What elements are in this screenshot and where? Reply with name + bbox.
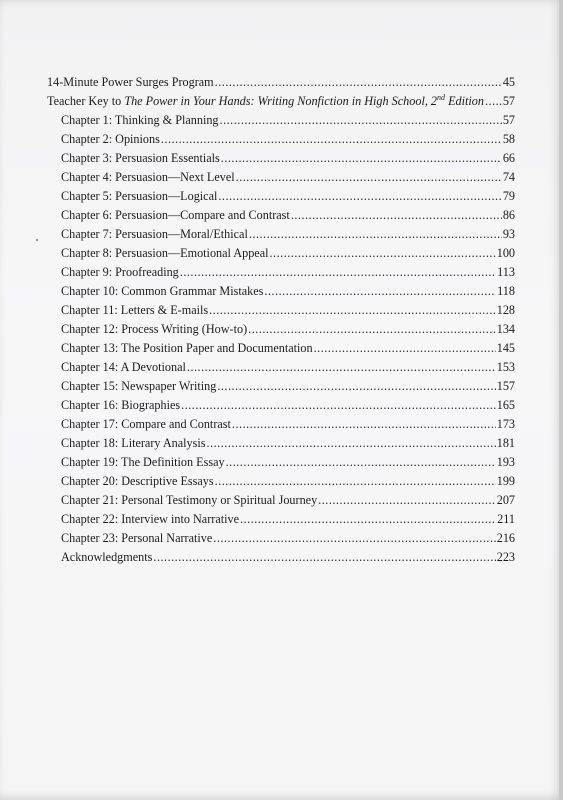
toc-entry-label: Chapter 8: Persuasion—Emotional Appeal bbox=[61, 246, 269, 260]
teacher-key-superscript: nd bbox=[437, 92, 446, 102]
toc-entry-page: 66 bbox=[502, 151, 515, 165]
toc-entry-page: 211 bbox=[497, 512, 515, 526]
toc-entry-chapter bbox=[47, 358, 515, 377]
toc-entry-label: Chapter 14: A Devotional bbox=[61, 360, 186, 374]
dot-leader bbox=[226, 453, 496, 472]
toc-entry-chapter bbox=[47, 339, 515, 358]
toc-entry-page: 157 bbox=[496, 379, 515, 393]
teacher-key-prefix: Teacher Key to bbox=[47, 94, 125, 108]
dot-leader bbox=[485, 92, 502, 111]
toc-entry-label: Chapter 13: The Position Paper and Documentation bbox=[61, 341, 313, 355]
toc-entry-power-surges bbox=[47, 73, 515, 92]
toc-entry-page: 199 bbox=[496, 474, 515, 488]
dot-leader bbox=[270, 244, 496, 263]
dot-leader bbox=[218, 187, 501, 206]
toc-entry-chapter bbox=[47, 415, 515, 434]
toc-entry-chapter bbox=[47, 187, 515, 206]
toc-entry-chapter bbox=[47, 168, 515, 187]
toc-entry-page: 58 bbox=[502, 132, 515, 146]
toc-entry-label: Chapter 4: Persuasion—Next Level bbox=[61, 170, 235, 184]
toc-entry-label: Chapter 11: Letters & E-mails bbox=[61, 303, 209, 317]
toc-entry-chapter bbox=[47, 225, 515, 244]
toc-entry-page: 165 bbox=[496, 398, 515, 412]
dot-leader bbox=[248, 320, 496, 339]
dot-leader bbox=[161, 130, 502, 149]
toc-entry-page: 57 bbox=[502, 94, 515, 108]
toc-entry-chapter bbox=[47, 263, 515, 282]
toc-entry-chapter bbox=[47, 491, 515, 510]
toc-entry-page: 93 bbox=[502, 227, 515, 241]
toc-entry-label: Chapter 19: The Definition Essay bbox=[61, 455, 225, 469]
dot-leader bbox=[215, 472, 496, 491]
toc-entry-page: 207 bbox=[496, 493, 515, 507]
toc-entry-label: Chapter 20: Descriptive Essays bbox=[61, 474, 214, 488]
toc-entry-label: Chapter 15: Newspaper Writing bbox=[61, 379, 217, 393]
dot-leader bbox=[291, 206, 502, 225]
paper-speck bbox=[36, 239, 38, 241]
toc-entry-chapter bbox=[47, 377, 515, 396]
toc-entry-chapter bbox=[47, 453, 515, 472]
toc-entry-page: 118 bbox=[497, 284, 515, 298]
toc-entry-page: 145 bbox=[496, 341, 515, 355]
toc-entry-label: Chapter 23: Personal Narrative bbox=[61, 531, 213, 545]
toc-entry-chapter bbox=[47, 244, 515, 263]
dot-leader bbox=[314, 339, 496, 358]
toc-entry-label: Acknowledgments bbox=[61, 550, 153, 564]
toc-entry-chapter bbox=[47, 149, 515, 168]
toc-entry-page: 86 bbox=[502, 208, 515, 222]
dot-leader bbox=[221, 149, 502, 168]
toc-entry-label: Chapter 17: Compare and Contrast bbox=[61, 417, 231, 431]
toc-entry-chapter bbox=[47, 472, 515, 491]
dot-leader bbox=[213, 529, 495, 548]
dot-leader bbox=[187, 358, 496, 377]
toc-entry-chapter bbox=[47, 111, 515, 130]
toc-entry-label: Chapter 22: Interview into Narrative bbox=[61, 512, 240, 526]
toc-entry-chapter bbox=[47, 206, 515, 225]
toc-entry-label: Chapter 6: Persuasion—Compare and Contrast bbox=[61, 208, 290, 222]
toc-entry-page: 79 bbox=[502, 189, 515, 203]
teacher-key-suffix: Edition bbox=[445, 94, 484, 108]
page-edge bbox=[559, 0, 563, 800]
toc-entry-teacher-key bbox=[47, 92, 515, 111]
toc-entry-label: Chapter 21: Personal Testimony or Spiritual Journey bbox=[61, 493, 318, 507]
toc-entry-label: 14-Minute Power Surges Program bbox=[47, 75, 214, 89]
toc-entry-label: Chapter 10: Common Grammar Mistakes bbox=[61, 284, 264, 298]
teacher-key-book-title: The Power in Your Hands: Writing Nonfiction in High School, 2 bbox=[124, 94, 438, 108]
toc-entry-chapter bbox=[47, 282, 515, 301]
toc-entry-label: Chapter 5: Persuasion—Logical bbox=[61, 189, 218, 203]
toc-entry-chapter bbox=[47, 396, 515, 415]
toc-entry-page: 181 bbox=[496, 436, 515, 450]
toc-entry-page: 74 bbox=[502, 170, 515, 184]
toc-entry-page: 113 bbox=[497, 265, 515, 279]
dot-leader bbox=[240, 510, 496, 529]
dot-leader bbox=[181, 396, 496, 415]
dot-leader bbox=[232, 415, 496, 434]
dot-leader bbox=[209, 301, 496, 320]
chapter-list bbox=[47, 111, 515, 567]
toc-entry-chapter bbox=[47, 529, 515, 548]
toc-entry-page: 193 bbox=[496, 455, 515, 469]
toc-entry-label: Chapter 12: Process Writing (How-to) bbox=[61, 322, 248, 336]
dot-leader bbox=[318, 491, 496, 510]
toc-entry-label: Chapter 3: Persuasion Essentials bbox=[61, 151, 220, 165]
dot-leader bbox=[249, 225, 502, 244]
toc-entry-label: Chapter 1: Thinking & Planning bbox=[61, 113, 219, 127]
toc-entry-label: Chapter 18: Literary Analysis bbox=[61, 436, 206, 450]
toc-entry-label: Chapter 2: Opinions bbox=[61, 132, 160, 146]
dot-leader bbox=[217, 377, 495, 396]
toc-entry-page: 134 bbox=[496, 322, 515, 336]
toc-entry-page: 57 bbox=[502, 113, 515, 127]
toc-entry-page: 216 bbox=[496, 531, 515, 545]
toc-entry-page: 128 bbox=[496, 303, 515, 317]
toc-entry-chapter bbox=[47, 130, 515, 149]
toc-entry-chapter bbox=[47, 301, 515, 320]
dot-leader bbox=[153, 548, 495, 567]
toc-entry-page: 153 bbox=[496, 360, 515, 374]
dot-leader bbox=[180, 263, 496, 282]
toc-entry-label: Chapter 7: Persuasion—Moral/Ethical bbox=[61, 227, 248, 241]
dot-leader bbox=[236, 168, 502, 187]
toc-entry-page: 100 bbox=[496, 246, 515, 260]
dot-leader bbox=[220, 111, 502, 130]
toc-entry-label: Chapter 16: Biographies bbox=[61, 398, 181, 412]
toc-entry-page: 223 bbox=[496, 550, 515, 564]
toc-entry-chapter bbox=[47, 548, 515, 567]
dot-leader bbox=[264, 282, 496, 301]
toc-entry-label bbox=[47, 92, 484, 111]
toc-entry-label: Chapter 9: Proofreading bbox=[61, 265, 179, 279]
toc-entry-chapter bbox=[47, 510, 515, 529]
toc-entry-page: 45 bbox=[502, 75, 515, 89]
dot-leader bbox=[207, 434, 496, 453]
toc-entry-chapter bbox=[47, 434, 515, 453]
dot-leader bbox=[215, 73, 502, 92]
toc-entry-chapter bbox=[47, 320, 515, 339]
toc-entry-page: 173 bbox=[496, 417, 515, 431]
table-of-contents bbox=[47, 73, 515, 567]
